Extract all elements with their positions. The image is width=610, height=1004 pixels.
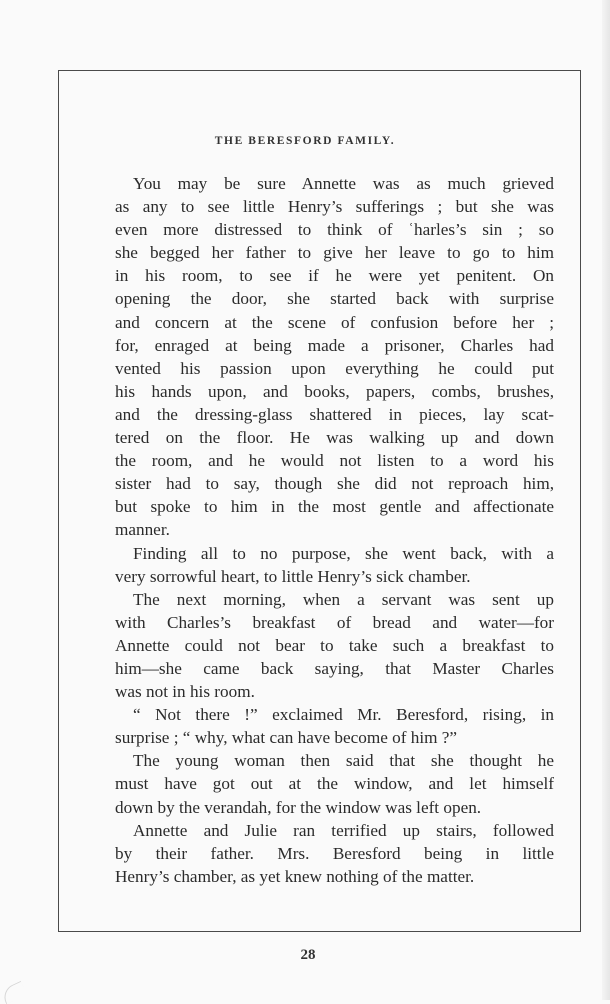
text-line: down by the verandah, for the window was left open. bbox=[115, 797, 482, 817]
text-line: but spoke to him in the most gentle and affectionate bbox=[115, 497, 554, 517]
page-corner-mark bbox=[0, 981, 27, 1004]
text-line: Annette could not bear to take such a breakfast to bbox=[115, 635, 554, 655]
text-line: tered on the floor. He was walking up and down bbox=[115, 428, 554, 448]
page-number: 28 bbox=[300, 947, 316, 963]
text-line: must have got out at the window, and let himself bbox=[115, 774, 554, 794]
text-line: opening the door, she started back with surprise bbox=[115, 289, 554, 309]
text-line: as any to see little Henry’s sufferings ; but she was bbox=[115, 197, 554, 217]
text-line: “ Not there !” exclaimed Mr. Beresford, rising, in bbox=[133, 705, 554, 725]
text-line: was not in his room. bbox=[115, 682, 255, 702]
text-line: and the dressing-glass shattered in pieces, lay scat- bbox=[115, 404, 554, 424]
text-line: she begged her father to give her leave to go to him bbox=[115, 243, 554, 263]
text-line: surprise ; “ why, what can have become of him ?” bbox=[115, 728, 458, 748]
text-line: even more distressed to think of ʿharles’s sin ; so bbox=[115, 220, 554, 240]
text-line: by their father. Mrs. Beresford being in little bbox=[115, 843, 554, 863]
text-line: his hands upon, and books, papers, combs, brushes, bbox=[115, 381, 554, 401]
running-head: THE BERESFORD FAMILY. bbox=[214, 135, 396, 147]
body-text bbox=[115, 172, 554, 888]
text-line: You may be sure Annette was as much grieved bbox=[133, 174, 554, 193]
text-line: and concern at the scene of confusion before her ; bbox=[115, 312, 554, 332]
text-line: Annette and Julie ran terrified up stairs, followed bbox=[133, 820, 554, 840]
text-line: in his room, to see if he were yet penitent. On bbox=[115, 266, 554, 286]
text-line: the room, and he would not listen to a word his bbox=[115, 451, 554, 471]
text-line: him—she came back saying, that Master Charles bbox=[115, 658, 554, 678]
text-line: for, enraged at being made a prisoner, Charles had bbox=[115, 335, 554, 355]
text-line: manner. bbox=[115, 520, 170, 540]
text-line: The next morning, when a servant was sent up bbox=[133, 589, 554, 609]
text-line: with Charles’s breakfast of bread and water—for bbox=[115, 612, 554, 632]
text-line: vented his passion upon everything he could put bbox=[115, 358, 554, 378]
page-edge-shadow bbox=[602, 0, 610, 1000]
text-line: Finding all to no purpose, she went back, with a bbox=[133, 543, 554, 563]
text-line: very sorrowful heart, to little Henry’s sick chamber. bbox=[115, 566, 471, 586]
text-line: The young woman then said that she thought he bbox=[133, 751, 554, 771]
text-line: Henry’s chamber, as yet knew nothing of the matter. bbox=[115, 866, 475, 886]
text-line: sister had to say, though she did not reproach him, bbox=[115, 474, 554, 494]
